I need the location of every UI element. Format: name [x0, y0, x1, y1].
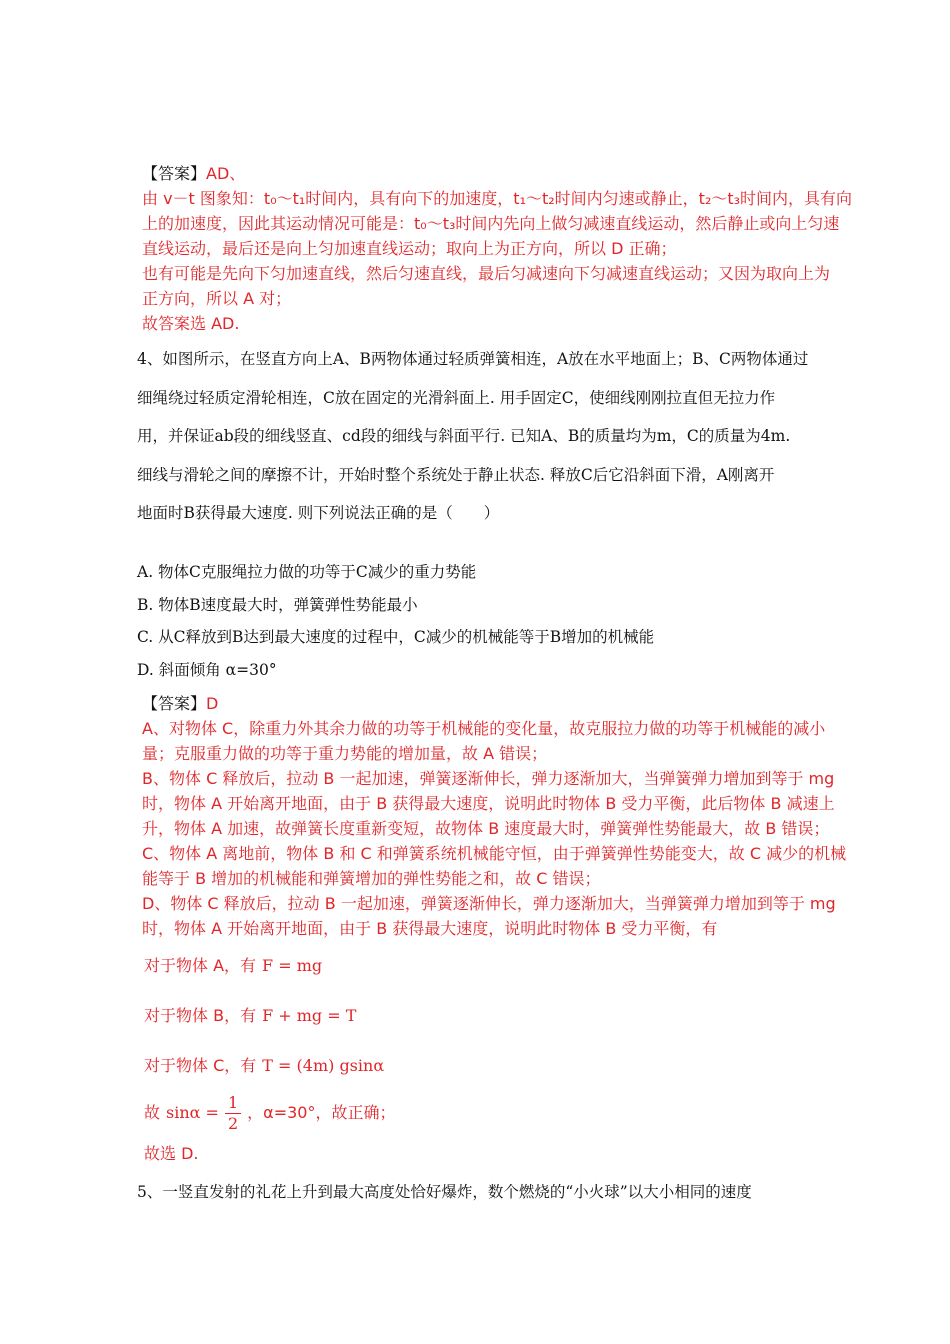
equation-d — [144, 1093, 395, 1134]
option-b: B. 物体B速度最大时，弹簧弹性势能最小 — [137, 595, 418, 614]
option-d: D. 斜面倾角 α=30° — [137, 660, 277, 679]
equation-b — [144, 1003, 356, 1026]
fraction-numerator: 1 — [225, 1093, 241, 1114]
answer-line: D、物体 C 释放后，拉动 B 一起加速，弹簧逐渐伸长，弹力逐渐加大，当弹簧弹力增加到等于 mg — [142, 894, 836, 913]
answer-value: AD、 — [206, 164, 246, 183]
answer-line: 故答案选 AD. — [142, 314, 240, 333]
answer-line: 量；克服重力做的功等于重力势能的增加量，故 A 错误； — [142, 744, 548, 763]
question-line: 4、如图所示，在竖直方向上A、B两物体通过轻质弹簧相连，A放在水平地面上；B、C两物体通过 — [137, 350, 809, 368]
equation-math: T = (4m) gsinα — [262, 1056, 385, 1075]
answer-block-q4 — [142, 691, 872, 941]
equation-label: 故 — [144, 1103, 161, 1122]
answer-line: 也有可能是先向下匀加速直线，然后匀速直线，最后匀减速向下匀减速直线运动；又因为取向上为 — [142, 264, 831, 283]
equation-c — [144, 1053, 384, 1076]
answer-heading — [142, 161, 872, 186]
answer-line: 能等于 B 增加的机械能和弹簧增加的弹性势能之和，故 C 错误； — [142, 869, 601, 888]
option-c: C. 从C释放到B达到最大速度的过程中，C减少的机械能等于B增加的机械能 — [137, 628, 655, 646]
option-a: A. 物体C克服绳拉力做的功等于C减少的重力势能 — [137, 563, 477, 581]
question-line: 细绳绕过轻质定滑轮相连，C放在固定的光滑斜面上. 用手固定C，使细线刚刚拉直但无拉力作 — [137, 388, 776, 407]
answer-line: B、物体 C 释放后，拉动 B 一起加速，弹簧逐渐伸长，弹力逐渐加大，当弹簧弹力增加到等于 mg — [142, 769, 835, 788]
conclusion — [144, 1141, 199, 1164]
equation-rest: ，α=30°，故正确； — [247, 1103, 396, 1122]
equation-label: 对于物体 B，有 — [144, 1006, 257, 1025]
question-line: 5、一竖直发射的礼花上升到最大高度处恰好爆炸，数个燃烧的“小火球”以大小相同的速度 — [137, 1183, 752, 1201]
equation-math: F = mg — [262, 956, 323, 975]
answer-line: A、对物体 C，除重力外其余力做的功等于机械能的变化量，故克服拉力做的功等于机械能的减小 — [142, 719, 826, 738]
answer-line: 时，物体 A 开始离开地面，由于 B 获得最大速度，说明此时物体 B 受力平衡，此后物体 B 减速上 — [142, 794, 835, 813]
question-4-options — [137, 556, 837, 686]
answer-line: 由 v－t 图象知：t₀～t₁时间内，具有向下的加速度，t₁～t₂时间内匀速或静止，t₂～t₃时间内，具有向 — [142, 189, 853, 208]
answer-value: D — [206, 694, 219, 713]
answer-line: 时，物体 A 开始离开地面，由于 B 获得最大速度，说明此时物体 B 受力平衡，有 — [142, 919, 718, 938]
answer-line: 升，物体 A 加速，故弹簧长度重新变短，故物体 B 速度最大时，弹簧弹性势能最大，故 B 错误； — [142, 819, 830, 838]
answer-line: 上的加速度，因此其运动情况可能是：t₀～t₃时间内先向上做匀减速直线运动，然后静止或向上匀速 — [142, 214, 840, 233]
equation-label: 对于物体 C，有 — [144, 1056, 257, 1075]
question-5-text — [137, 1180, 752, 1202]
answer-label: 【答案】 — [142, 694, 207, 713]
answer-heading — [142, 691, 872, 716]
equation-math: F + mg = T — [262, 1006, 357, 1025]
conclusion-text: 故选 D. — [144, 1144, 199, 1163]
answer-line: 正方向，所以 A 对； — [142, 289, 292, 308]
question-line: 用，并保证ab段的细线竖直、cd段的细线与斜面平行. 已知A、B的质量均为m，C的质量为4m. — [137, 427, 791, 445]
equation-a — [144, 953, 322, 976]
equation-math: sinα = — [166, 1103, 219, 1122]
question-4-text — [137, 340, 837, 533]
answer-label: 【答案】 — [142, 164, 207, 183]
equation-label: 对于物体 A，有 — [144, 956, 257, 975]
fraction — [225, 1093, 241, 1134]
question-line: 细线与滑轮之间的摩擦不计，开始时整个系统处于静止状态. 释放C后它沿斜面下滑，A刚离开 — [137, 465, 775, 484]
answer-line: 直线运动，最后还是向上匀加速直线运动；取向上为正方向，所以 D 正确； — [142, 239, 677, 258]
fraction-denominator: 2 — [227, 1114, 239, 1133]
answer-block-q3 — [142, 161, 872, 336]
question-line: 地面时B获得最大速度. 则下列说法正确的是（ ） — [137, 504, 500, 522]
answer-line: C、物体 A 离地前，物体 B 和 C 和弹簧系统机械能守恒，由于弹簧弹性势能变大，故 C 减少的机械 — [142, 844, 847, 863]
